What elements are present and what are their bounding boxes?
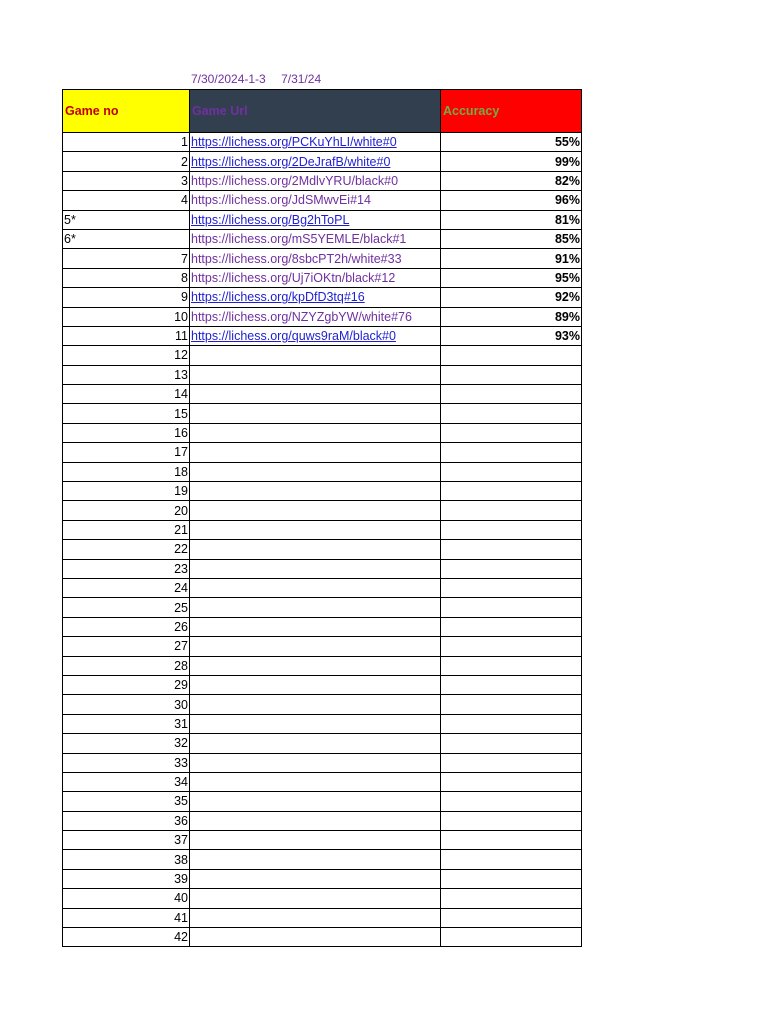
cell-game-no[interactable]: 10 xyxy=(63,307,190,326)
cell-accuracy[interactable]: 99% xyxy=(441,152,582,171)
cell-game-no[interactable]: 39 xyxy=(63,869,190,888)
cell-game-no[interactable]: 34 xyxy=(63,772,190,791)
cell-game-url[interactable] xyxy=(190,908,441,927)
cell-accuracy[interactable] xyxy=(441,889,582,908)
cell-game-url[interactable] xyxy=(190,288,441,307)
cell-game-no[interactable]: 4 xyxy=(63,191,190,210)
cell-accuracy[interactable] xyxy=(441,772,582,791)
table-row xyxy=(63,268,582,287)
table-row xyxy=(63,617,582,636)
cell-accuracy[interactable]: 95% xyxy=(441,268,582,287)
table-row xyxy=(63,288,582,307)
table-row xyxy=(63,482,582,501)
table-row xyxy=(63,152,582,171)
cell-game-url[interactable] xyxy=(190,811,441,830)
game-url-link[interactable]: https://lichess.org/2MdlvYRU/black#0 xyxy=(191,173,399,188)
cell-accuracy[interactable] xyxy=(441,811,582,830)
game-url-link[interactable]: https://lichess.org/8sbcPT2h/white#33 xyxy=(191,251,402,266)
cell-accuracy[interactable] xyxy=(441,831,582,850)
cell-game-url[interactable] xyxy=(190,501,441,520)
table-row xyxy=(63,307,582,326)
cell-game-no[interactable]: 25 xyxy=(63,598,190,617)
cell-game-url[interactable] xyxy=(190,772,441,791)
cell-accuracy[interactable] xyxy=(441,617,582,636)
cell-game-url[interactable] xyxy=(190,133,441,152)
cell-game-no[interactable]: 8 xyxy=(63,268,190,287)
cell-accuracy[interactable] xyxy=(441,346,582,365)
cell-accuracy[interactable]: 96% xyxy=(441,191,582,210)
cell-game-url[interactable] xyxy=(190,889,441,908)
cell-accuracy[interactable] xyxy=(441,462,582,481)
cell-game-url[interactable] xyxy=(190,210,441,229)
table-row xyxy=(63,210,582,229)
cell-accuracy[interactable] xyxy=(441,869,582,888)
cell-game-url[interactable] xyxy=(190,695,441,714)
date-label: 7/31/24 xyxy=(281,72,322,86)
cell-game-url[interactable] xyxy=(190,637,441,656)
cell-game-no[interactable]: 28 xyxy=(63,656,190,675)
table-row xyxy=(63,540,582,559)
cell-game-no[interactable]: 6* xyxy=(63,229,190,248)
table-row xyxy=(63,598,582,617)
cell-game-url[interactable] xyxy=(190,482,441,501)
cell-game-no[interactable]: 18 xyxy=(63,462,190,481)
table-row xyxy=(63,462,582,481)
cell-game-no[interactable]: 14 xyxy=(63,385,190,404)
table-row xyxy=(63,249,582,268)
cell-game-url[interactable] xyxy=(190,831,441,850)
table-row xyxy=(63,346,582,365)
table-row xyxy=(63,753,582,772)
table-row xyxy=(63,889,582,908)
table-row xyxy=(63,559,582,578)
game-url-link[interactable]: https://lichess.org/Bg2hToPL xyxy=(191,212,350,227)
date-range-label: 7/30/2024-1-3 xyxy=(191,72,266,86)
cell-accuracy[interactable] xyxy=(441,734,582,753)
cell-game-url[interactable] xyxy=(190,656,441,675)
cell-accuracy[interactable] xyxy=(441,404,582,423)
cell-accuracy[interactable] xyxy=(441,365,582,384)
table-row xyxy=(63,850,582,869)
cell-accuracy[interactable] xyxy=(441,385,582,404)
cell-game-url[interactable] xyxy=(190,598,441,617)
cell-game-no[interactable]: 20 xyxy=(63,501,190,520)
cell-game-no[interactable]: 38 xyxy=(63,850,190,869)
table-row xyxy=(63,501,582,520)
cell-game-no[interactable]: 12 xyxy=(63,346,190,365)
table-row xyxy=(63,928,582,947)
cell-game-no[interactable]: 33 xyxy=(63,753,190,772)
cell-game-no[interactable]: 40 xyxy=(63,889,190,908)
cell-game-no[interactable]: 11 xyxy=(63,326,190,345)
cell-accuracy[interactable] xyxy=(441,482,582,501)
table-body xyxy=(63,133,582,947)
cell-accuracy[interactable] xyxy=(441,753,582,772)
cell-game-no[interactable]: 29 xyxy=(63,675,190,694)
game-url-link[interactable]: https://lichess.org/kpDfD3tq#16 xyxy=(191,290,365,305)
table-row xyxy=(63,578,582,597)
header-game-no[interactable]: Game no xyxy=(63,90,190,133)
cell-game-no[interactable]: 35 xyxy=(63,792,190,811)
cell-game-no[interactable]: 7 xyxy=(63,249,190,268)
cell-game-url[interactable] xyxy=(190,307,441,326)
cell-accuracy[interactable] xyxy=(441,656,582,675)
table-row xyxy=(63,423,582,442)
cell-game-no[interactable]: 2 xyxy=(63,152,190,171)
table-row xyxy=(63,869,582,888)
cell-accuracy[interactable] xyxy=(441,578,582,597)
header-row xyxy=(63,90,582,133)
table-row xyxy=(63,443,582,462)
cell-accuracy[interactable] xyxy=(441,598,582,617)
cell-accuracy[interactable] xyxy=(441,501,582,520)
cell-accuracy[interactable] xyxy=(441,928,582,947)
cell-accuracy[interactable] xyxy=(441,540,582,559)
cell-game-url[interactable] xyxy=(190,229,441,248)
cell-accuracy[interactable] xyxy=(441,850,582,869)
table-row xyxy=(63,714,582,733)
cell-game-url[interactable] xyxy=(190,850,441,869)
cell-accuracy[interactable]: 55% xyxy=(441,133,582,152)
date-row xyxy=(191,72,333,86)
cell-game-no[interactable]: 1 xyxy=(63,133,190,152)
cell-game-no[interactable]: 19 xyxy=(63,482,190,501)
cell-accuracy[interactable] xyxy=(441,443,582,462)
cell-game-url[interactable] xyxy=(190,578,441,597)
cell-accuracy[interactable]: 85% xyxy=(441,229,582,248)
cell-game-no[interactable]: 27 xyxy=(63,637,190,656)
cell-game-url[interactable] xyxy=(190,249,441,268)
cell-game-url[interactable] xyxy=(190,714,441,733)
cell-accuracy[interactable]: 93% xyxy=(441,326,582,345)
cell-game-no[interactable]: 16 xyxy=(63,423,190,442)
cell-game-no[interactable]: 36 xyxy=(63,811,190,830)
cell-game-no[interactable]: 13 xyxy=(63,365,190,384)
cell-accuracy[interactable] xyxy=(441,695,582,714)
cell-game-no[interactable]: 15 xyxy=(63,404,190,423)
cell-game-url[interactable] xyxy=(190,792,441,811)
game-url-link[interactable]: https://lichess.org/PCKuYhLI/white#0 xyxy=(191,135,397,150)
cell-game-url[interactable] xyxy=(190,520,441,539)
table-row xyxy=(63,675,582,694)
header-accuracy[interactable]: Accuracy xyxy=(441,90,582,133)
game-url-link[interactable]: https://lichess.org/mS5YEMLE/black#1 xyxy=(191,232,407,247)
cell-game-url[interactable] xyxy=(190,675,441,694)
table-row xyxy=(63,326,582,345)
cell-game-url[interactable] xyxy=(190,365,441,384)
header-game-url[interactable]: Game Url xyxy=(190,90,441,133)
table-row xyxy=(63,695,582,714)
table-row xyxy=(63,772,582,791)
cell-game-no[interactable]: 24 xyxy=(63,578,190,597)
cell-accuracy[interactable] xyxy=(441,908,582,927)
cell-game-url[interactable] xyxy=(190,869,441,888)
cell-game-url[interactable] xyxy=(190,617,441,636)
table-row xyxy=(63,404,582,423)
cell-game-url[interactable] xyxy=(190,346,441,365)
cell-accuracy[interactable] xyxy=(441,423,582,442)
cell-game-no[interactable]: 32 xyxy=(63,734,190,753)
cell-game-no[interactable]: 37 xyxy=(63,831,190,850)
cell-game-no[interactable]: 22 xyxy=(63,540,190,559)
cell-accuracy[interactable]: 91% xyxy=(441,249,582,268)
cell-game-url[interactable] xyxy=(190,326,441,345)
cell-game-url[interactable] xyxy=(190,462,441,481)
cell-game-url[interactable] xyxy=(190,540,441,559)
cell-game-no[interactable]: 21 xyxy=(63,520,190,539)
game-url-link[interactable]: https://lichess.org/JdSMwvEi#14 xyxy=(191,193,371,208)
table-row xyxy=(63,908,582,927)
cell-accuracy[interactable] xyxy=(441,675,582,694)
game-url-link[interactable]: https://lichess.org/NZYZgbYW/white#76 xyxy=(191,309,412,324)
cell-game-no[interactable]: 17 xyxy=(63,443,190,462)
table-row xyxy=(63,656,582,675)
games-table xyxy=(62,89,582,947)
table-row xyxy=(63,792,582,811)
cell-game-url[interactable] xyxy=(190,559,441,578)
cell-game-url[interactable] xyxy=(190,753,441,772)
cell-game-no[interactable]: 30 xyxy=(63,695,190,714)
table-row xyxy=(63,385,582,404)
cell-accuracy[interactable] xyxy=(441,559,582,578)
table-row xyxy=(63,171,582,190)
cell-game-url[interactable] xyxy=(190,171,441,190)
cell-game-no[interactable]: 23 xyxy=(63,559,190,578)
table-row xyxy=(63,191,582,210)
cell-accuracy[interactable] xyxy=(441,637,582,656)
table-row xyxy=(63,811,582,830)
cell-accuracy[interactable]: 92% xyxy=(441,288,582,307)
cell-game-url[interactable] xyxy=(190,928,441,947)
game-url-link[interactable]: https://lichess.org/Uj7iOKtn/black#12 xyxy=(191,270,396,285)
cell-accuracy[interactable] xyxy=(441,792,582,811)
cell-game-no[interactable]: 42 xyxy=(63,928,190,947)
game-url-link[interactable]: https://lichess.org/2DeJrafB/white#0 xyxy=(191,154,391,169)
game-url-link[interactable]: https://lichess.org/quws9raM/black#0 xyxy=(191,329,396,344)
cell-game-no[interactable]: 9 xyxy=(63,288,190,307)
table-row xyxy=(63,831,582,850)
cell-accuracy[interactable]: 82% xyxy=(441,171,582,190)
cell-accuracy[interactable]: 89% xyxy=(441,307,582,326)
cell-game-url[interactable] xyxy=(190,385,441,404)
table-row xyxy=(63,520,582,539)
cell-game-url[interactable] xyxy=(190,152,441,171)
cell-game-url[interactable] xyxy=(190,423,441,442)
table-row xyxy=(63,365,582,384)
cell-accuracy[interactable] xyxy=(441,520,582,539)
cell-game-no[interactable]: 3 xyxy=(63,171,190,190)
table-row xyxy=(63,637,582,656)
cell-game-url[interactable] xyxy=(190,191,441,210)
table-row xyxy=(63,229,582,248)
cell-game-url[interactable] xyxy=(190,443,441,462)
cell-game-no[interactable]: 31 xyxy=(63,714,190,733)
cell-game-no[interactable]: 26 xyxy=(63,617,190,636)
table-row xyxy=(63,734,582,753)
cell-game-url[interactable] xyxy=(190,734,441,753)
table-row xyxy=(63,133,582,152)
cell-game-no[interactable]: 5* xyxy=(63,210,190,229)
cell-game-no[interactable]: 41 xyxy=(63,908,190,927)
cell-accuracy[interactable]: 81% xyxy=(441,210,582,229)
cell-accuracy[interactable] xyxy=(441,714,582,733)
cell-game-url[interactable] xyxy=(190,268,441,287)
cell-game-url[interactable] xyxy=(190,404,441,423)
